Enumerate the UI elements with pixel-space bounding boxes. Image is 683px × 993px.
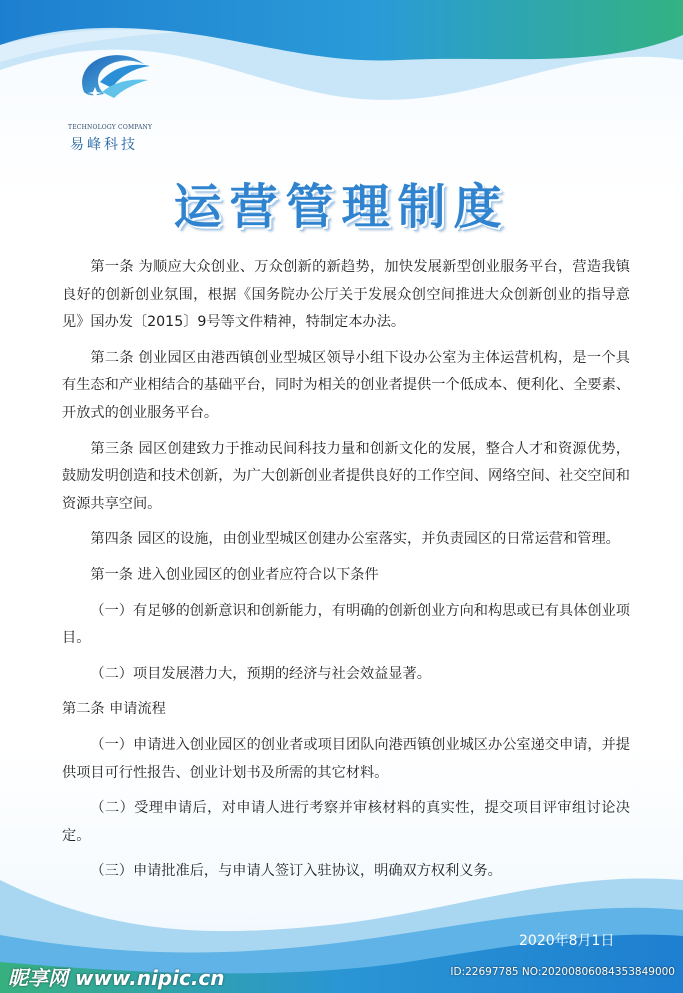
paragraph: （二）项目发展潜力大，预期的经济与社会效益显著。 bbox=[90, 665, 431, 682]
company-logo bbox=[60, 48, 170, 153]
logo-wave-icon bbox=[74, 48, 152, 110]
watermark-site: 昵享网 www.nipic.cn bbox=[8, 966, 225, 990]
paragraph: （一）有足够的创新意识和创新能力，有明确的创新创业方向和构思或已有具体创业项目。 bbox=[62, 602, 630, 647]
paragraph: 第二条 创业园区由港西镇创业型城区领导小组下设办公室为主体运营机构，是一个具有生态和产业相结合的基础平台，同时为相关的创业者提供一个低成本、便利化、全要素、开放式的创业服务平台。 bbox=[62, 349, 630, 421]
paragraph: 第四条 园区的设施，由创业型城区创建办公室落实，并负责园区的日常运营和管理。 bbox=[90, 531, 620, 548]
paragraph: （二）受理申请后，对申请人进行考察并审核材料的真实性，提交项目评审组讨论决定。 bbox=[62, 800, 630, 844]
logo-english-name: TECHNOLOGY COMPANY bbox=[68, 124, 153, 131]
document-date: 2020年8月1日 bbox=[519, 933, 615, 949]
page-title: 运营管理制度 bbox=[173, 179, 510, 235]
paragraph: （一）申请进入创业园区的创业者或项目团队向港西镇创业城区办公室递交申请，并提供项目可行性报告、创业计划书及所需的其它材料。 bbox=[62, 736, 630, 781]
paragraph: 第一条 进入创业园区的创业者应符合以下条件 bbox=[90, 566, 379, 583]
logo-chinese-name: 易峰科技 bbox=[70, 137, 138, 153]
paragraph: （三）申请批准后，与申请人签订入驻协议，明确双方权利义务。 bbox=[90, 863, 502, 880]
paragraph: 第一条 为顺应大众创业、万众创新的新趋势，加快发展新型创业服务平台，营造我镇良好的创新创业氛围，根据《国务院办公厅关于发展众创空间推进大众创新创业的指导意见》国办发〔2015〕9号等文件精神，特制定本办法。 bbox=[62, 259, 630, 331]
paragraph: 第三条 园区创建致力于推动民间科技力量和创新文化的发展，整合人才和资源优势，鼓励发明创造和技术创新，为广大创新创业者提供良好的工作空间、网络空间、社交空间和资源共享空间。 bbox=[62, 440, 630, 512]
section-heading: 第二条 申请流程 bbox=[62, 701, 166, 718]
document-body bbox=[62, 254, 630, 894]
watermark-id: ID:22697785 NO:20200806084353849000 bbox=[450, 966, 675, 978]
